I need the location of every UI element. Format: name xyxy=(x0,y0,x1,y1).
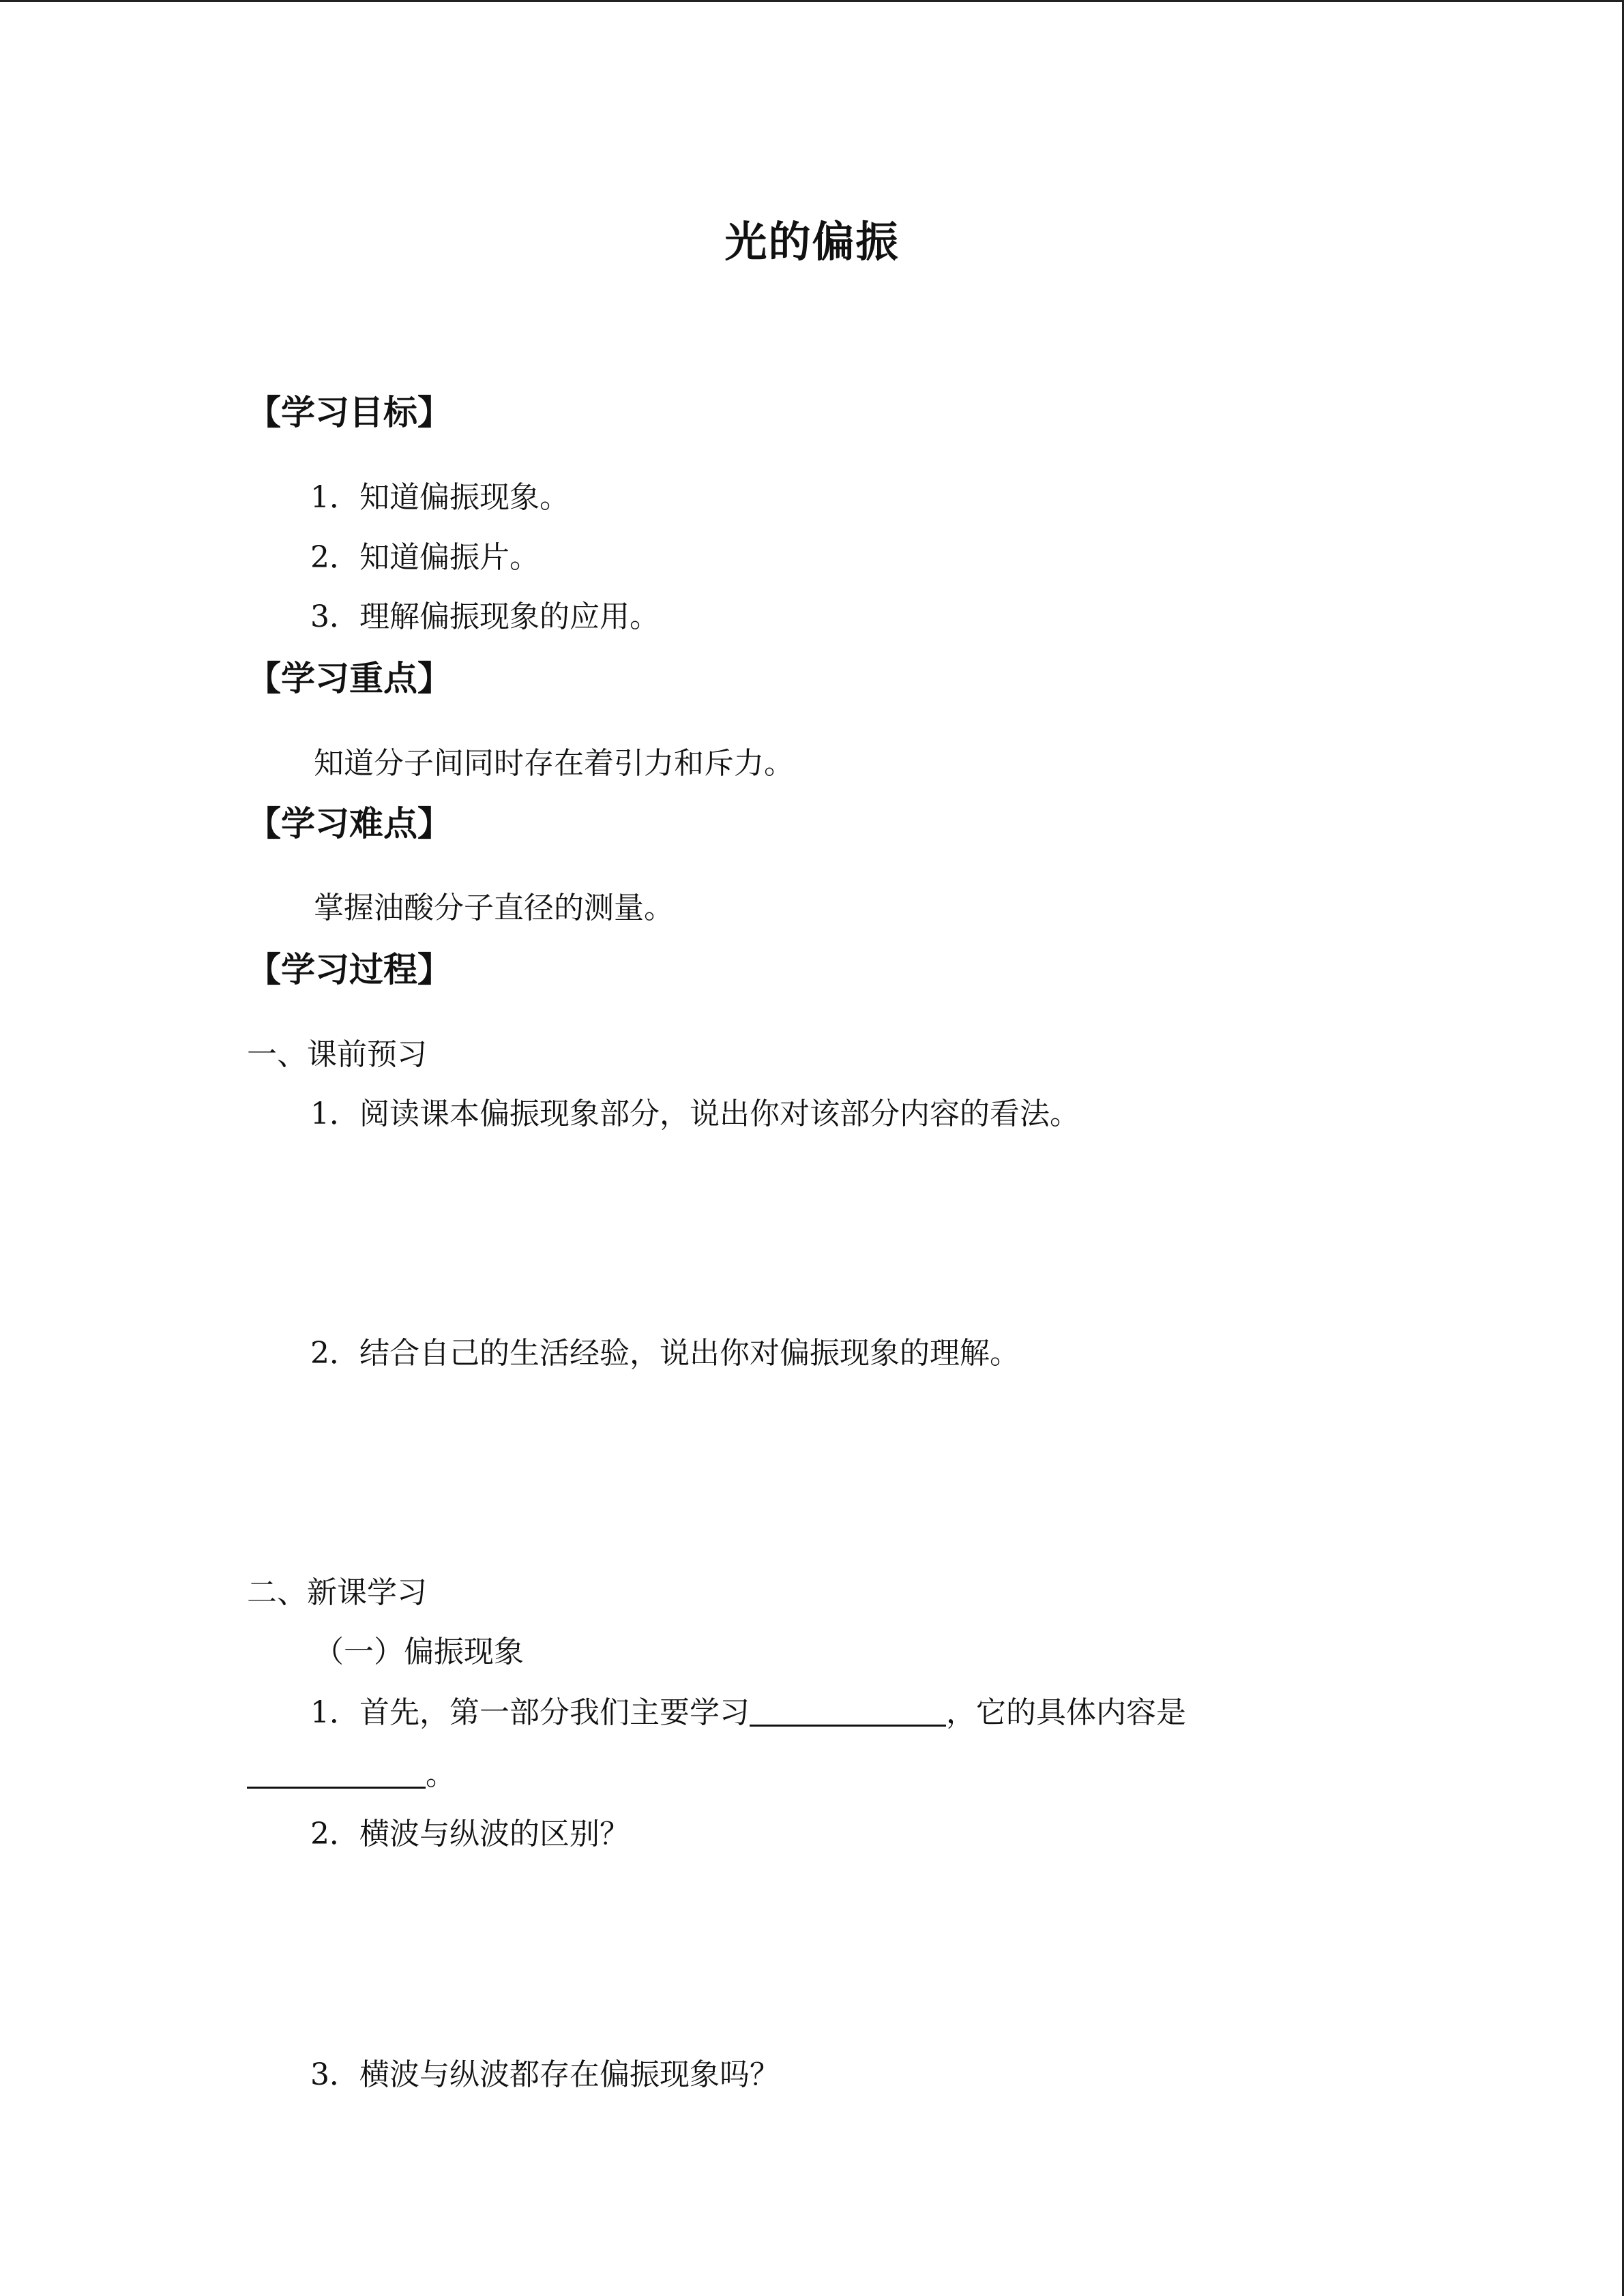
new-lesson-question-3: 3．横波与纵波都存在偏振现象吗？ xyxy=(310,2057,780,2092)
fill-blank-2[interactable] xyxy=(247,1759,426,1789)
preview-question-2: 2．结合自己的生活经验，说出你对偏振现象的理解。 xyxy=(310,1336,1020,1371)
objective-item: 1．知道偏振现象。 xyxy=(310,480,570,515)
new-lesson-question-1-continued xyxy=(247,1750,456,1793)
question-1-text-continued: ，它的具体内容是 xyxy=(946,1695,1186,1730)
section-heading-objectives: 【学习目标】 xyxy=(247,393,452,432)
preview-label: 一、课前预习 xyxy=(247,1037,427,1072)
new-lesson-question-2: 2．横波与纵波的区别？ xyxy=(310,1817,630,1851)
page-border xyxy=(0,0,1624,2)
fill-blank-1[interactable] xyxy=(750,1697,946,1727)
objective-item: 3．理解偏振现象的应用。 xyxy=(310,599,660,634)
subsection-title: （一）偏振现象 xyxy=(314,1635,524,1669)
new-lesson-label: 二、新课学习 xyxy=(247,1575,427,1610)
section-heading-process: 【学习过程】 xyxy=(247,950,452,989)
question-1-text: 1．首先，第一部分我们主要学习 xyxy=(310,1695,750,1730)
preview-question-1: 1．阅读课本偏振现象部分，说出你对该部分内容的看法。 xyxy=(310,1097,1080,1131)
section-heading-difficulties: 【学习难点】 xyxy=(247,804,452,844)
difficulties-text: 掌握油酸分子直径的测量。 xyxy=(314,891,674,925)
key-points-text: 知道分子间同时存在着引力和斥力。 xyxy=(314,746,794,781)
page-title: 光的偏振 xyxy=(724,217,900,267)
new-lesson-question-1 xyxy=(310,1688,1186,1731)
question-1-end: 。 xyxy=(426,1757,456,1792)
section-heading-key-points: 【学习重点】 xyxy=(247,659,452,698)
objective-item: 2．知道偏振片。 xyxy=(310,540,540,575)
